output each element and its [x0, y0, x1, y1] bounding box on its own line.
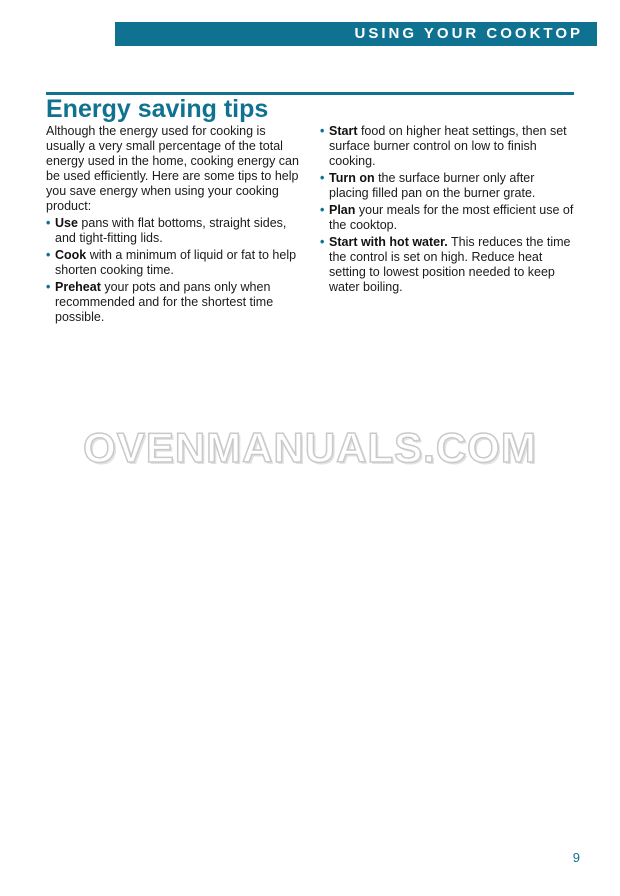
- tip-item: [320, 235, 575, 295]
- bullet-icon: •: [46, 248, 51, 262]
- section-header-bar: [115, 22, 597, 46]
- section-title: USING YOUR COOKTOP: [354, 25, 583, 42]
- tip-text: with a minimum of liquid or fat to help shorten cooking time.: [55, 248, 297, 277]
- tip-keyword: Plan: [329, 203, 356, 217]
- tip-item: [46, 280, 300, 325]
- tip-keyword: Turn on: [329, 171, 375, 185]
- tip-item: [320, 124, 575, 169]
- watermark: OVENMANUALS.COM: [83, 424, 537, 471]
- tip-keyword: Preheat: [55, 280, 101, 294]
- left-column: [46, 124, 300, 327]
- bullet-icon: •: [320, 235, 325, 249]
- tip-text: food on higher heat settings, then set surface burner control on low to finish cooking.: [329, 124, 567, 168]
- right-tips-list: [320, 124, 575, 295]
- tip-item: [320, 203, 575, 233]
- tip-keyword: Start: [329, 124, 358, 138]
- tip-keyword: Cook: [55, 248, 87, 262]
- tip-text: This reduces the time the control is set on high. Reduce heat setting to lowest position needed to keep water boiling.: [329, 235, 571, 294]
- bullet-icon: •: [320, 124, 325, 138]
- tip-item: [46, 216, 300, 246]
- intro-paragraph: Although the energy used for cooking is usually a very small percentage of the total energy used in the home, cooking energy can be used efficiently. Here are some tips to help you save energy when using your cooking product:: [46, 124, 299, 213]
- left-tips-list: [46, 216, 300, 325]
- tip-text: pans with flat bottoms, straight sides, and tight-fitting lids.: [55, 216, 287, 245]
- tip-text: your pots and pans only when recommended and for the shortest time possible.: [55, 280, 274, 324]
- page-title: Energy saving tips: [46, 95, 269, 123]
- right-column: [320, 124, 575, 297]
- bullet-icon: •: [46, 216, 51, 230]
- page-number: 9: [572, 850, 580, 865]
- tip-keyword: Use: [55, 216, 78, 230]
- tip-keyword: Start with hot water.: [329, 235, 448, 249]
- bullet-icon: •: [320, 203, 325, 217]
- tip-item: [46, 248, 300, 278]
- tip-item: [320, 171, 575, 201]
- tip-text: the surface burner only after placing filled pan on the burner grate.: [329, 171, 536, 200]
- tip-text: your meals for the most efficient use of the cooktop.: [329, 203, 574, 232]
- bullet-icon: •: [46, 280, 51, 294]
- bullet-icon: •: [320, 171, 325, 185]
